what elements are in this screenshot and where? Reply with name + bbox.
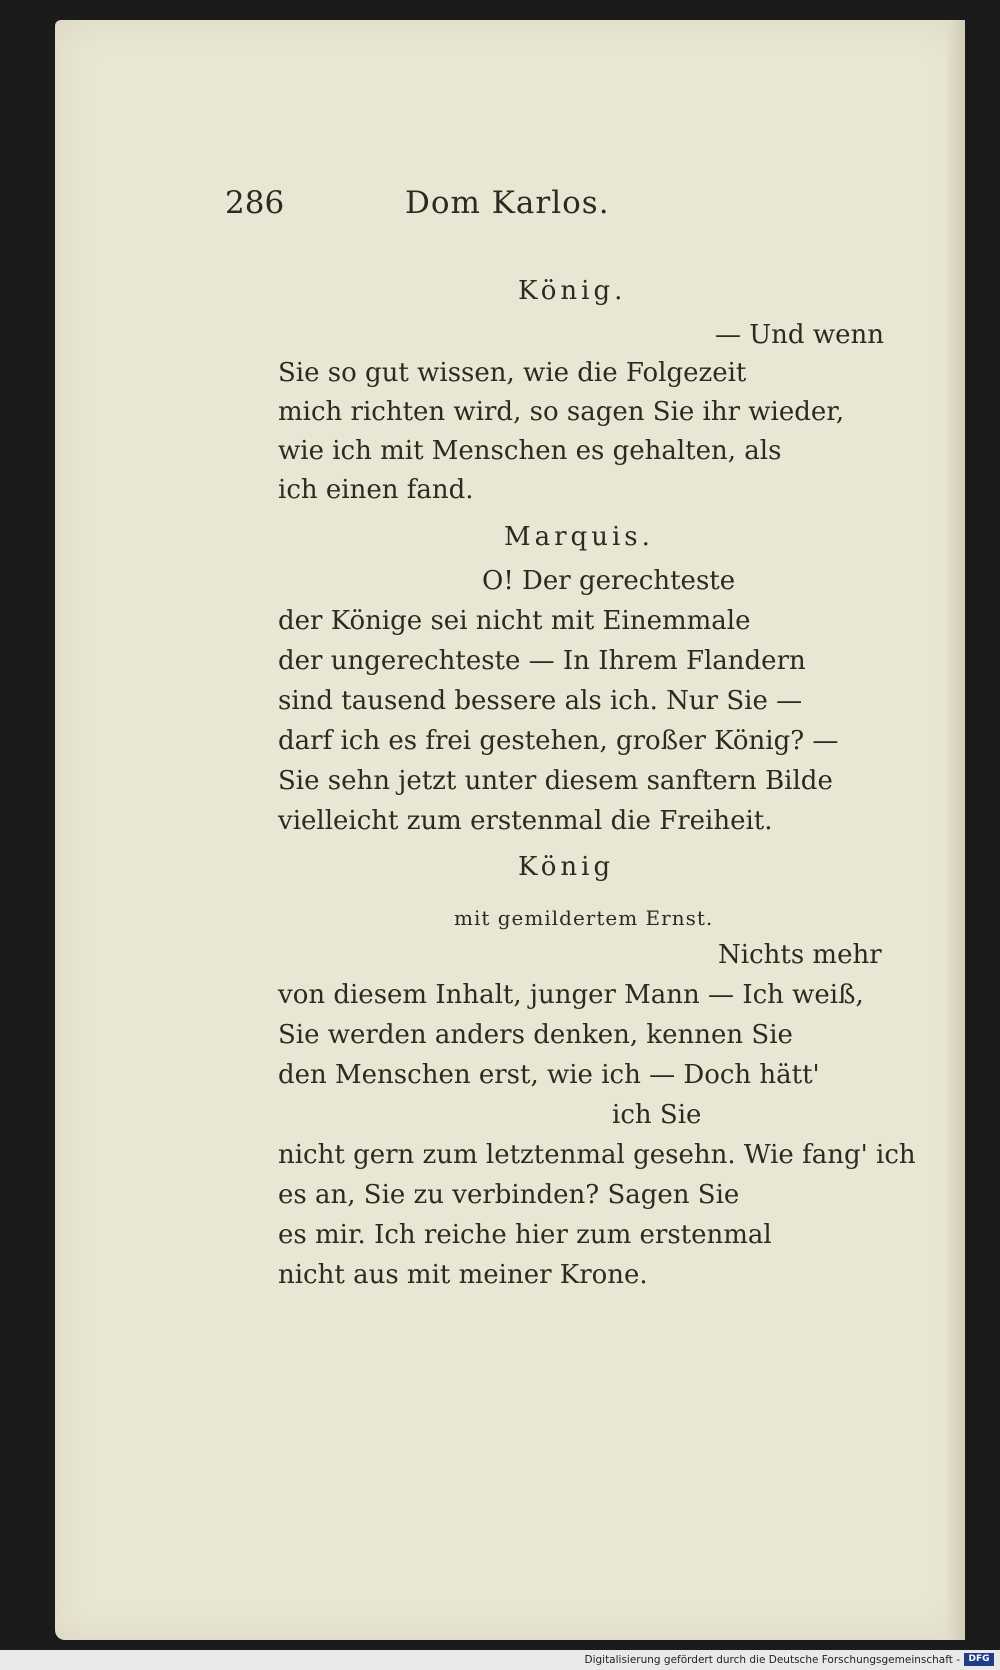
funding-credit: Digitalisierung gefördert durch die Deutsche Forschungsgemeinschaft - [584, 1654, 960, 1666]
text-line: darf ich es frei gestehen, großer König? — [278, 726, 839, 756]
text-line: es an, Sie zu verbinden? Sagen Sie [278, 1180, 740, 1210]
text-line: der ungerechteste — In Ihrem Flandern [278, 646, 806, 676]
dfg-logo-icon: DFG [964, 1653, 994, 1666]
text-line: mich richten wird, so sagen Sie ihr wieder, [278, 397, 845, 427]
speaker-name: Marquis. [504, 522, 654, 552]
running-title: Dom Karlos. [405, 185, 610, 221]
speaker-name: König [518, 852, 615, 882]
text-line: nicht aus mit meiner Krone. [278, 1260, 648, 1290]
text-line: Sie werden anders denken, kennen Sie [278, 1020, 793, 1050]
text-line: — Und wenn [715, 320, 884, 350]
text-line: ich einen fand. [278, 475, 474, 505]
page-number: 286 [225, 185, 285, 221]
text-line: sind tausend bessere als ich. Nur Sie — [278, 686, 803, 716]
text-line: es mir. Ich reiche hier zum erstenmal [278, 1220, 772, 1250]
text-line: der Könige sei nicht mit Einemmale [278, 606, 751, 636]
text-line: ich Sie [612, 1100, 702, 1130]
speaker-name: König. [518, 276, 627, 306]
text-line: nicht gern zum letztenmal gesehn. Wie fang' ich [278, 1140, 916, 1170]
text-line: vielleicht zum erstenmal die Freiheit. [278, 806, 773, 836]
footer-bar [0, 1650, 1000, 1670]
text-line: O! Der gerechteste [482, 566, 736, 596]
stage-direction: mit gemildertem Ernst. [454, 906, 714, 930]
text-line: wie ich mit Menschen es gehalten, als [278, 436, 782, 466]
text-line: Nichts mehr [718, 940, 882, 970]
text-line: den Menschen erst, wie ich — Doch hätt' [278, 1060, 820, 1090]
text-line: von diesem Inhalt, junger Mann — Ich weiß, [278, 980, 864, 1010]
text-line: Sie so gut wissen, wie die Folgezeit [278, 358, 747, 388]
text-line: Sie sehn jetzt unter diesem sanftern Bilde [278, 766, 833, 796]
